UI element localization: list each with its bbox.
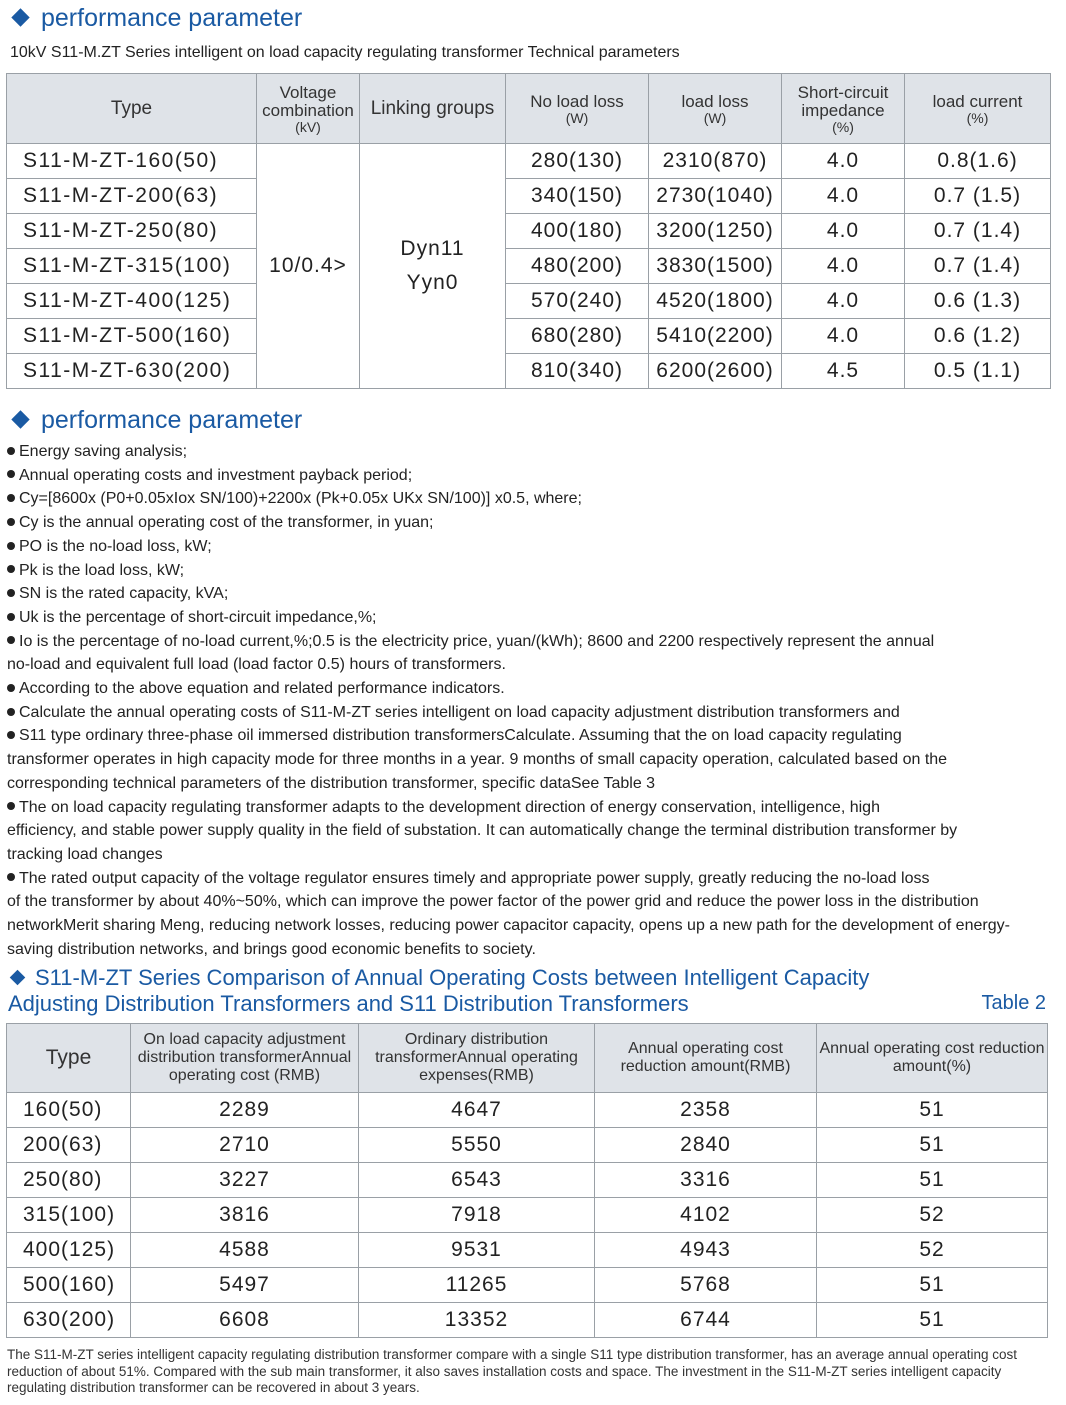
header-type: Type xyxy=(7,74,257,144)
diamond-bullet-icon xyxy=(10,970,26,986)
bullet-dot-icon xyxy=(7,447,15,455)
cell-percent: 51 xyxy=(817,1163,1048,1198)
cell-type: 500(160) xyxy=(7,1268,131,1303)
cell-current: 0.8(1.6) xyxy=(905,144,1051,179)
list-item: Io is the percentage of no-load current,%;0.5 is the electricity price, yuan/(kWh); 8600 and 2200 respectively represent the annual xyxy=(7,630,1052,654)
technical-parameters-table xyxy=(6,73,1051,389)
cell-on-load: 3227 xyxy=(131,1163,359,1198)
cell-on-load: 4588 xyxy=(131,1233,359,1268)
table-header-row xyxy=(7,74,1051,144)
cell-ordinary: 6543 xyxy=(359,1163,595,1198)
list-item: S11 type ordinary three-phase oil immersed distribution transformersCalculate. Assuming that the on load capacity regulating xyxy=(7,724,1052,748)
cell-current: 0.6 (1.2) xyxy=(905,319,1051,354)
footnote: The S11-M-ZT series intelligent capacity regulating distribution transformer compare with a single S11 type distribution transformer, has an average annual operating cost reduction of about 51%. Compared with the sub main transformer, it also saves installation costs and space. The investment in the S11-M-ZT series intelligent capacity regulating distribution transformer can be recovered in about 3 years. xyxy=(7,1347,1018,1395)
cell-voltage-combination: 10/0.4> xyxy=(257,144,360,389)
table-row xyxy=(7,1233,1048,1268)
cell-ordinary: 5550 xyxy=(359,1128,595,1163)
cell-type: S11-M-ZT-315(100) xyxy=(7,249,257,284)
cell-short-circuit: 4.0 xyxy=(782,179,905,214)
table-row xyxy=(7,1198,1048,1233)
table-row xyxy=(7,179,1051,214)
bullet-dot-icon xyxy=(7,636,15,644)
bullet-dot-icon xyxy=(7,589,15,597)
header-voltage: Voltage combination (kV) xyxy=(257,74,360,144)
cell-load: 2310(870) xyxy=(649,144,782,179)
cell-current: 0.6 (1.3) xyxy=(905,284,1051,319)
cell-short-circuit: 4.0 xyxy=(782,214,905,249)
table-row xyxy=(7,1128,1048,1163)
cell-on-load: 5497 xyxy=(131,1268,359,1303)
bullet-dot-icon xyxy=(7,873,15,881)
cell-ordinary: 13352 xyxy=(359,1303,595,1338)
cell-short-circuit: 4.5 xyxy=(782,354,905,389)
header-load-current: load current (%) xyxy=(905,74,1051,144)
cell-type: S11-M-ZT-250(80) xyxy=(7,214,257,249)
cell-on-load: 2710 xyxy=(131,1128,359,1163)
cell-percent: 52 xyxy=(817,1198,1048,1233)
cell-ordinary: 11265 xyxy=(359,1268,595,1303)
cell-on-load: 3816 xyxy=(131,1198,359,1233)
table1-caption: 10kV S11-M.ZT Series intelligent on load capacity regulating transformer Technical parameters xyxy=(10,44,680,61)
list-item: PO is the no-load loss, kW; xyxy=(7,535,1052,559)
cell-load: 3200(1250) xyxy=(649,214,782,249)
cell-percent: 51 xyxy=(817,1268,1048,1303)
list-item: Cy is the annual operating cost of the transformer, in yuan; xyxy=(7,511,1052,535)
cell-load: 5410(2200) xyxy=(649,319,782,354)
section-title-performance: performance parameter xyxy=(8,4,302,33)
cell-ordinary: 7918 xyxy=(359,1198,595,1233)
cell-percent: 51 xyxy=(817,1128,1048,1163)
diamond-bullet-icon xyxy=(11,411,29,429)
table-row xyxy=(7,354,1051,389)
cell-current: 0.7 (1.5) xyxy=(905,179,1051,214)
header-reduction-amount: Annual operating cost reduction amount(RMB) xyxy=(595,1024,817,1093)
cell-amount: 3316 xyxy=(595,1163,817,1198)
list-item: Uk is the percentage of short-circuit impedance,%; xyxy=(7,606,1052,630)
cell-no-load: 280(130) xyxy=(506,144,649,179)
bullet-dot-icon xyxy=(7,613,15,621)
cell-no-load: 810(340) xyxy=(506,354,649,389)
bullet-dot-icon xyxy=(7,684,15,692)
diamond-bullet-icon xyxy=(11,9,29,27)
cell-current: 0.5 (1.1) xyxy=(905,354,1051,389)
list-item: Calculate the annual operating costs of S11-M-ZT series intelligent on load capacity adjustment distribution transformers and xyxy=(7,701,1052,725)
cell-short-circuit: 4.0 xyxy=(782,249,905,284)
bullet-dot-icon xyxy=(7,565,15,573)
cell-amount: 4943 xyxy=(595,1233,817,1268)
bullet-dot-icon xyxy=(7,708,15,716)
cell-type: S11-M-ZT-630(200) xyxy=(7,354,257,389)
cell-load: 2730(1040) xyxy=(649,179,782,214)
bullet-dot-icon xyxy=(7,542,15,550)
table-row xyxy=(7,284,1051,319)
cell-no-load: 340(150) xyxy=(506,179,649,214)
bullet-dot-icon xyxy=(7,494,15,502)
bullet-dot-icon xyxy=(7,518,15,526)
list-item: Cy=[8600x (P0+0.05xIox SN/100)+2200x (Pk+0.05x UKx SN/100)] x0.5, where; xyxy=(7,487,1052,511)
list-item: Pk is the load loss, kW; xyxy=(7,559,1052,583)
list-item: The rated output capacity of the voltage regulator ensures timely and appropriate power supply, greatly reducing the no-load loss xyxy=(7,867,1052,891)
cell-no-load: 400(180) xyxy=(506,214,649,249)
cell-load: 3830(1500) xyxy=(649,249,782,284)
header-no-load-loss: No load loss (W) xyxy=(506,74,649,144)
header-on-load-cost: On load capacity adjustment distribution transformerAnnual operating cost (RMB) xyxy=(131,1024,359,1093)
list-item-continuation: no-load and equivalent full load (load factor 0.5) hours of transformers. xyxy=(7,656,506,674)
cell-ordinary: 9531 xyxy=(359,1233,595,1268)
table-row xyxy=(7,144,1051,179)
table-row xyxy=(7,1268,1048,1303)
cell-amount: 6744 xyxy=(595,1303,817,1338)
cell-type: 400(125) xyxy=(7,1233,131,1268)
list-item: Annual operating costs and investment payback period; xyxy=(7,464,1052,488)
cell-ordinary: 4647 xyxy=(359,1093,595,1128)
cell-percent: 52 xyxy=(817,1233,1048,1268)
cell-load: 6200(2600) xyxy=(649,354,782,389)
header-type: Type xyxy=(7,1024,131,1093)
annual-cost-comparison-table xyxy=(6,1023,1048,1338)
cell-type: 315(100) xyxy=(7,1198,131,1233)
list-item: According to the above equation and related performance indicators. xyxy=(7,677,1052,701)
table-row xyxy=(7,1093,1048,1128)
header-load-loss: load loss (W) xyxy=(649,74,782,144)
table-row xyxy=(7,1303,1048,1338)
cell-type: S11-M-ZT-160(50) xyxy=(7,144,257,179)
cell-no-load: 680(280) xyxy=(506,319,649,354)
table-number-label: Table 2 xyxy=(981,992,1046,1014)
cell-type: 630(200) xyxy=(7,1303,131,1338)
header-reduction-percent: Annual operating cost reduction amount(%) xyxy=(817,1024,1048,1093)
header-ordinary-cost: Ordinary distribution transformerAnnual operating expenses(RMB) xyxy=(359,1024,595,1093)
table-row xyxy=(7,249,1051,284)
cell-percent: 51 xyxy=(817,1093,1048,1128)
cell-on-load: 2289 xyxy=(131,1093,359,1128)
cell-amount: 5768 xyxy=(595,1268,817,1303)
cell-linking-groups: Dyn11 Yyn0 xyxy=(360,144,506,389)
cell-type: 200(63) xyxy=(7,1128,131,1163)
section-title-performance-2: performance parameter xyxy=(8,406,302,435)
header-short-circuit: Short-circuit impedance (%) xyxy=(782,74,905,144)
cell-no-load: 570(240) xyxy=(506,284,649,319)
cell-amount: 4102 xyxy=(595,1198,817,1233)
list-item: The on load capacity regulating transformer adapts to the development direction of energy conservation, intelligence, high xyxy=(7,796,1052,820)
cell-percent: 51 xyxy=(817,1303,1048,1338)
section-title-comparison: S11-M-ZT Series Comparison of Annual Operating Costs between Intelligent Capacity Adjusting Distribution Transformers and S11 Distribution Transformers xyxy=(8,965,870,1016)
list-item: Energy saving analysis; xyxy=(7,440,1052,464)
cell-short-circuit: 4.0 xyxy=(782,144,905,179)
cell-type: S11-M-ZT-200(63) xyxy=(7,179,257,214)
cell-amount: 2358 xyxy=(595,1093,817,1128)
header-linking: Linking groups xyxy=(360,74,506,144)
list-item: SN is the rated capacity, kVA; xyxy=(7,582,1052,606)
cell-type: S11-M-ZT-400(125) xyxy=(7,284,257,319)
list-item-continuation: efficiency, and stable power supply quality in the field of substation. It can automatically change the terminal distribution transformer by tracking load changes xyxy=(7,822,958,863)
cell-amount: 2840 xyxy=(595,1128,817,1163)
cell-type: S11-M-ZT-500(160) xyxy=(7,319,257,354)
bullet-dot-icon xyxy=(7,802,15,810)
cell-type: 250(80) xyxy=(7,1163,131,1198)
cell-load: 4520(1800) xyxy=(649,284,782,319)
cell-short-circuit: 4.0 xyxy=(782,319,905,354)
list-item-continuation: of the transformer by about 40%~50%, which can improve the power factor of the power grid and reduce the power loss in the distribution networkMerit sharing Meng, reducing network losses, reducing power capacitor capacity, opens up a new path for the development of energy-saving distribution networks, and brings good economic benefits to society. xyxy=(7,893,1010,958)
cell-current: 0.7 (1.4) xyxy=(905,249,1051,284)
bullet-dot-icon xyxy=(7,470,15,478)
table-header-row xyxy=(7,1024,1048,1093)
bullet-dot-icon xyxy=(7,731,15,739)
table-row xyxy=(7,1163,1048,1198)
cell-on-load: 6608 xyxy=(131,1303,359,1338)
bullet-list xyxy=(7,440,1052,961)
table-row xyxy=(7,319,1051,354)
cell-type: 160(50) xyxy=(7,1093,131,1128)
list-item-continuation: transformer operates in high capacity mode for three months in a year. 9 months of small capacity operation, calculated based on the corresponding technical parameters of the distribution transformer, specific dataSee Table 3 xyxy=(7,751,948,792)
cell-no-load: 480(200) xyxy=(506,249,649,284)
cell-short-circuit: 4.0 xyxy=(782,284,905,319)
table-row xyxy=(7,214,1051,249)
cell-current: 0.7 (1.4) xyxy=(905,214,1051,249)
